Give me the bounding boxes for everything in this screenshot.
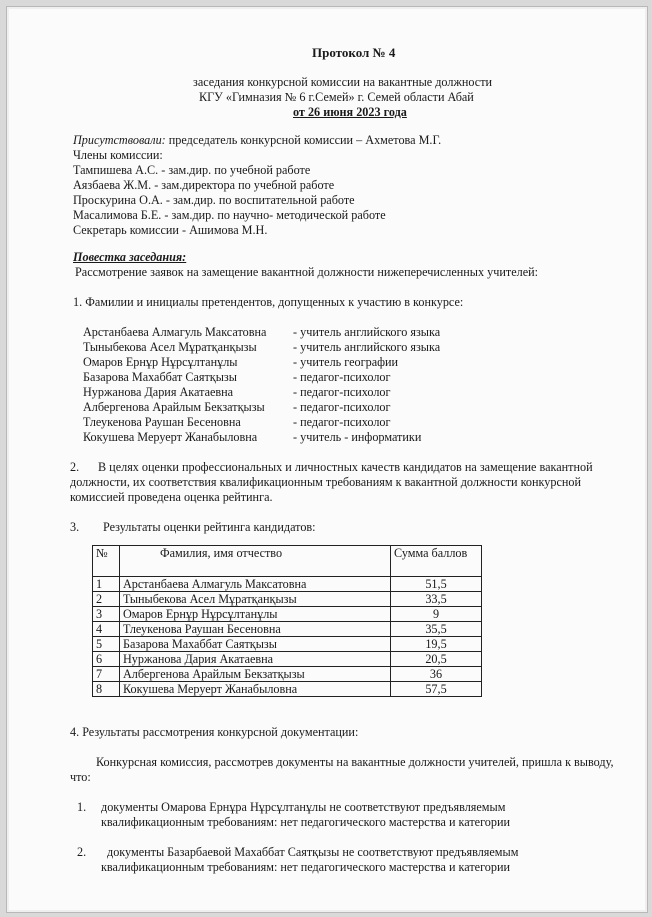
row-number: 1 (93, 577, 120, 592)
row-score: 36 (391, 667, 482, 682)
row-score: 19,5 (391, 637, 482, 652)
agenda-label: Повестка заседания: (73, 250, 187, 264)
item-2-text: В целях оценки профессиональных и личностных качеств кандидатов на замещение вакантной должности, их соответствия квалификационным требованиям к вакантной должности конкурсной комиссией проведена оценка рейтинга. (70, 460, 593, 504)
header-line-1: заседания конкурсной комиссии на вакантные должности (193, 75, 493, 89)
protocol-date: от 26 июня 2023 года (293, 105, 407, 119)
candidate-role: - учитель английского языка (293, 325, 441, 339)
row-score: 33,5 (391, 592, 482, 607)
row-name: Кокушева Меруерт Жанабыловна (120, 682, 391, 697)
attendance-chair-line (73, 133, 441, 148)
row-name: Арстанбаева Алмагуль Максатовна (120, 577, 391, 592)
item-3-text: Результаты оценки рейтинга кандидатов: (103, 520, 316, 534)
protocol-title: Протокол № 4 (312, 45, 396, 60)
conclusion-point-number: 1. (77, 800, 87, 814)
candidate-name: Кокушева Меруерт Жанабыловна (83, 430, 258, 444)
item-4-text: 4. Результаты рассмотрения конкурсной документации: (70, 725, 359, 739)
column-header-name: Фамилия, имя отчество (120, 546, 391, 577)
candidate-name: Нуржанова Дария Акатаевна (83, 385, 234, 399)
conclusion-point-line: квалификационным требованиям: нет педагогического мастерства и категории (101, 860, 511, 874)
candidate-name: Албергенова Арайлым Бекзатқызы (83, 400, 265, 414)
candidate-name: Тыныбекова Асел Мұратқанқызы (83, 340, 257, 354)
row-score: 35,5 (391, 622, 482, 637)
candidate-role: - педагог-психолог (293, 370, 391, 384)
table-row (93, 667, 482, 682)
member-line: Аязбаева Ж.М. - зам.директора по учебной работе (73, 178, 335, 192)
conclusion-point-line: документы Базарбаевой Махаббат Саятқызы не соответствуют предъявляемым (107, 845, 519, 859)
secretary-line: Секретарь комиссии - Ашимова М.Н. (73, 223, 268, 237)
table-header-row (93, 546, 482, 577)
candidate-name: Базарова Махаббат Саятқызы (83, 370, 237, 384)
members-label: Члены комиссии: (73, 148, 163, 162)
member-line: Тампишева А.С. - зам.дир. по учебной работе (73, 163, 311, 177)
candidate-role: - педагог-психолог (293, 415, 391, 429)
row-number: 4 (93, 622, 120, 637)
row-number: 2 (93, 592, 120, 607)
candidate-line (83, 370, 391, 385)
item-1-text: 1. Фамилии и инициалы претендентов, допущенных к участию в конкурсе: (73, 295, 464, 309)
row-name: Тлеукенова Раушан Бесеновна (120, 622, 391, 637)
table-row (93, 652, 482, 667)
member-line: Проскурина О.А. - зам.дир. по воспитательной работе (73, 193, 355, 207)
document-page (6, 6, 648, 913)
row-number: 8 (93, 682, 120, 697)
agenda-text: Рассмотрение заявок на замещение вакантной должности нижеперечисленных учителей: (75, 265, 539, 279)
candidate-line (83, 325, 440, 340)
candidate-role: - учитель географии (293, 355, 399, 369)
row-name: Тыныбекова Асел Мұратқанқызы (120, 592, 391, 607)
candidate-role: - учитель - информатики (293, 430, 422, 444)
row-name: Нуржанова Дария Акатаевна (120, 652, 391, 667)
row-number: 5 (93, 637, 120, 652)
item-2-number: 2. (70, 460, 80, 474)
candidate-line (83, 415, 391, 430)
row-number: 7 (93, 667, 120, 682)
conclusion-point-line: документы Омарова Ернұра Нұрсұлтанұлы не соответствуют предъявляемым (101, 800, 506, 814)
conclusion-point-line: квалификационным требованиям: нет педагогического мастерства и категории (101, 815, 511, 829)
row-number: 6 (93, 652, 120, 667)
table-row (93, 577, 482, 592)
conclusion-intro: Конкурсная комиссия, рассмотрев документы на вакантные должности учителей, пришла к выводу, что: (70, 755, 614, 784)
rating-table (92, 545, 482, 697)
candidate-role: - учитель английского языка (293, 340, 441, 354)
table-row (93, 607, 482, 622)
chair-text: председатель конкурсной комиссии – Ахметова М.Г. (168, 133, 442, 147)
candidate-name: Омаров Ернұр Нұрсұлтанұлы (83, 355, 238, 369)
row-score: 57,5 (391, 682, 482, 697)
row-score: 51,5 (391, 577, 482, 592)
column-header-number: № (93, 546, 120, 577)
present-label: Присутствовали: (73, 133, 166, 147)
table-row (93, 592, 482, 607)
candidate-name: Арстанбаева Алмагуль Максатовна (83, 325, 267, 339)
conclusion-point-number: 2. (77, 845, 87, 859)
header-line-2: КГУ «Гимназия № 6 г.Семей» г. Семей области Абай (199, 90, 474, 104)
item-3-number: 3. (70, 520, 80, 534)
table-row (93, 637, 482, 652)
table-row (93, 682, 482, 697)
member-line: Масалимова Б.Е. - зам.дир. по научно- методической работе (73, 208, 386, 222)
row-name: Албергенова Арайлым Бекзатқызы (120, 667, 391, 682)
row-number: 3 (93, 607, 120, 622)
row-score: 9 (391, 607, 482, 622)
row-name: Базарова Махаббат Саятқызы (120, 637, 391, 652)
row-score: 20,5 (391, 652, 482, 667)
table-row (93, 622, 482, 637)
candidate-line (83, 400, 391, 415)
candidate-line (83, 340, 440, 355)
candidate-line (83, 355, 398, 370)
row-name: Омаров Ернұр Нұрсұлтанұлы (120, 607, 391, 622)
candidate-role: - педагог-психолог (293, 385, 391, 399)
candidate-role: - педагог-психолог (293, 400, 391, 414)
column-header-score: Сумма баллов (391, 546, 482, 577)
candidate-line (83, 430, 421, 445)
candidate-line (83, 385, 391, 400)
candidate-name: Тлеукенова Раушан Бесеновна (83, 415, 241, 429)
